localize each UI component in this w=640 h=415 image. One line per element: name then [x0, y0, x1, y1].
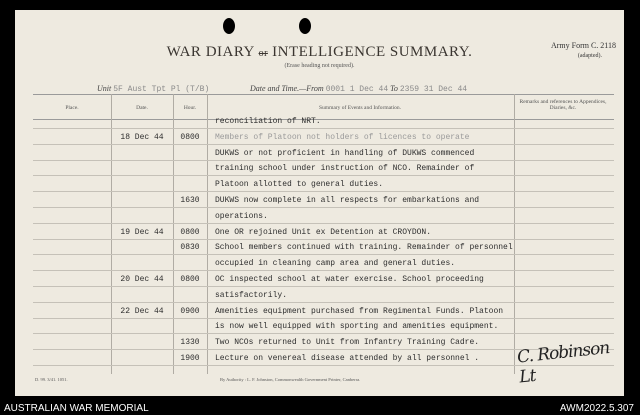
column-header-summary: Summary of Events and Information.: [318, 105, 402, 111]
archive-credit: AUSTRALIAN WAR MEMORIAL: [4, 403, 149, 414]
entry-text: reconciliation of NRT.: [215, 117, 321, 126]
entry-text: Amenities equipment purchased from Regimental Funds. Platoon: [215, 306, 504, 316]
entry-text: is now well equipped with sporting and amenities equipment.: [215, 322, 499, 332]
row-rule: [33, 239, 614, 240]
row-rule: [33, 144, 614, 145]
row-rule: [33, 128, 614, 129]
entry-hour: 1630: [180, 196, 200, 205]
unit-line: [97, 84, 209, 94]
column-header-hour: Hour.: [183, 105, 197, 111]
entry-hour: 1900: [180, 354, 200, 363]
diary-page: [15, 10, 624, 396]
row-rule: [33, 254, 614, 255]
entry-text: DUKWS now complete in all respects for embarkations and: [215, 196, 480, 205]
to-value: 2359 31 Dec 44: [399, 85, 468, 94]
entry-hour: 0800: [180, 132, 200, 142]
date-label: Date and Time.—From: [250, 84, 324, 93]
row-rule: [33, 286, 614, 287]
entry-hour: 0800: [180, 275, 200, 284]
row-rule: [33, 207, 614, 208]
entry-date: 22 Dec 44: [120, 306, 164, 316]
column-header-place: Place.: [65, 105, 79, 111]
row-rule: [33, 270, 614, 271]
row-rule: [33, 160, 614, 161]
row-rule: [33, 302, 614, 303]
row-rule: [33, 191, 614, 192]
title-or: or: [258, 48, 268, 59]
signature: C. Robinson Lt: [516, 337, 611, 388]
row-rule: [33, 223, 614, 224]
row-rule: [33, 333, 614, 334]
army-form-adapted: (adapted).: [577, 53, 602, 59]
entry-text: operations.: [215, 211, 268, 221]
page-title: [15, 44, 624, 61]
punch-hole: [223, 18, 235, 34]
entry-hour: 0800: [180, 227, 200, 237]
column-header-remarks: Remarks and references to Appendices, Diaries, &c.: [519, 99, 607, 111]
unit-label: Unit: [97, 84, 112, 93]
entry-text: training school under instruction of NCO. Remainder of: [215, 164, 475, 174]
entry-text: satisfactorily.: [215, 290, 288, 300]
entry-text: DUKWS or not proficient in handling of DUKWS commenced: [215, 148, 475, 158]
entry-hour: 0830: [180, 243, 200, 253]
army-form-label: [551, 41, 616, 61]
entry-text: Two NCOs returned to Unit from Infantry Training Cadre.: [215, 338, 480, 348]
entry-text: Members of Platoon not holders of licences to operate: [215, 132, 470, 142]
column-divider: [207, 94, 208, 374]
entry-text: Lecture on venereal disease attended by all personnel .: [215, 354, 480, 363]
entry-text: One OR rejoined Unit ex Detention at CROYDON.: [215, 227, 432, 237]
entry-text: occupied in cleaning camp area and general duties.: [215, 259, 456, 269]
entry-text: School members continued with training. Remainder of personnel: [215, 243, 513, 253]
row-rule: [33, 175, 614, 176]
to-label: To: [390, 84, 398, 93]
entry-date: 20 Dec 44: [120, 275, 164, 284]
entry-text: OC inspected school at water exercise. School proceeding: [215, 275, 484, 284]
date-range: [250, 84, 467, 94]
entry-hour: 0900: [180, 306, 200, 316]
entry-hour: 1330: [180, 338, 200, 348]
archive-reference: AWM2022.5.307: [559, 403, 634, 414]
entry-date: 18 Dec 44: [120, 132, 164, 142]
title-war-diary: WAR DIARY: [166, 44, 255, 60]
footer-print-code: D. 99. 3/41. 1051.: [35, 377, 68, 382]
unit-value: 5F Aust Tpt Pl (T/B): [113, 85, 210, 94]
punch-hole: [299, 18, 311, 34]
entry-date: 19 Dec 44: [120, 227, 164, 237]
title-intelligence-summary: INTELLIGENCE SUMMARY.: [272, 44, 473, 60]
from-value: 0001 1 Dec 44: [325, 85, 389, 94]
entry-text: Platoon allotted to general duties.: [215, 180, 384, 190]
column-divider: [514, 94, 515, 374]
army-form-number: Army Form C. 2118: [550, 41, 616, 50]
erase-note: (Erase heading not required).: [284, 63, 355, 69]
row-rule: [33, 318, 614, 319]
column-header-date: Date.: [136, 105, 148, 111]
footer-printer: By Authority : L. F. Johnston, Commonwealth Government Printer, Canberra.: [220, 377, 361, 382]
